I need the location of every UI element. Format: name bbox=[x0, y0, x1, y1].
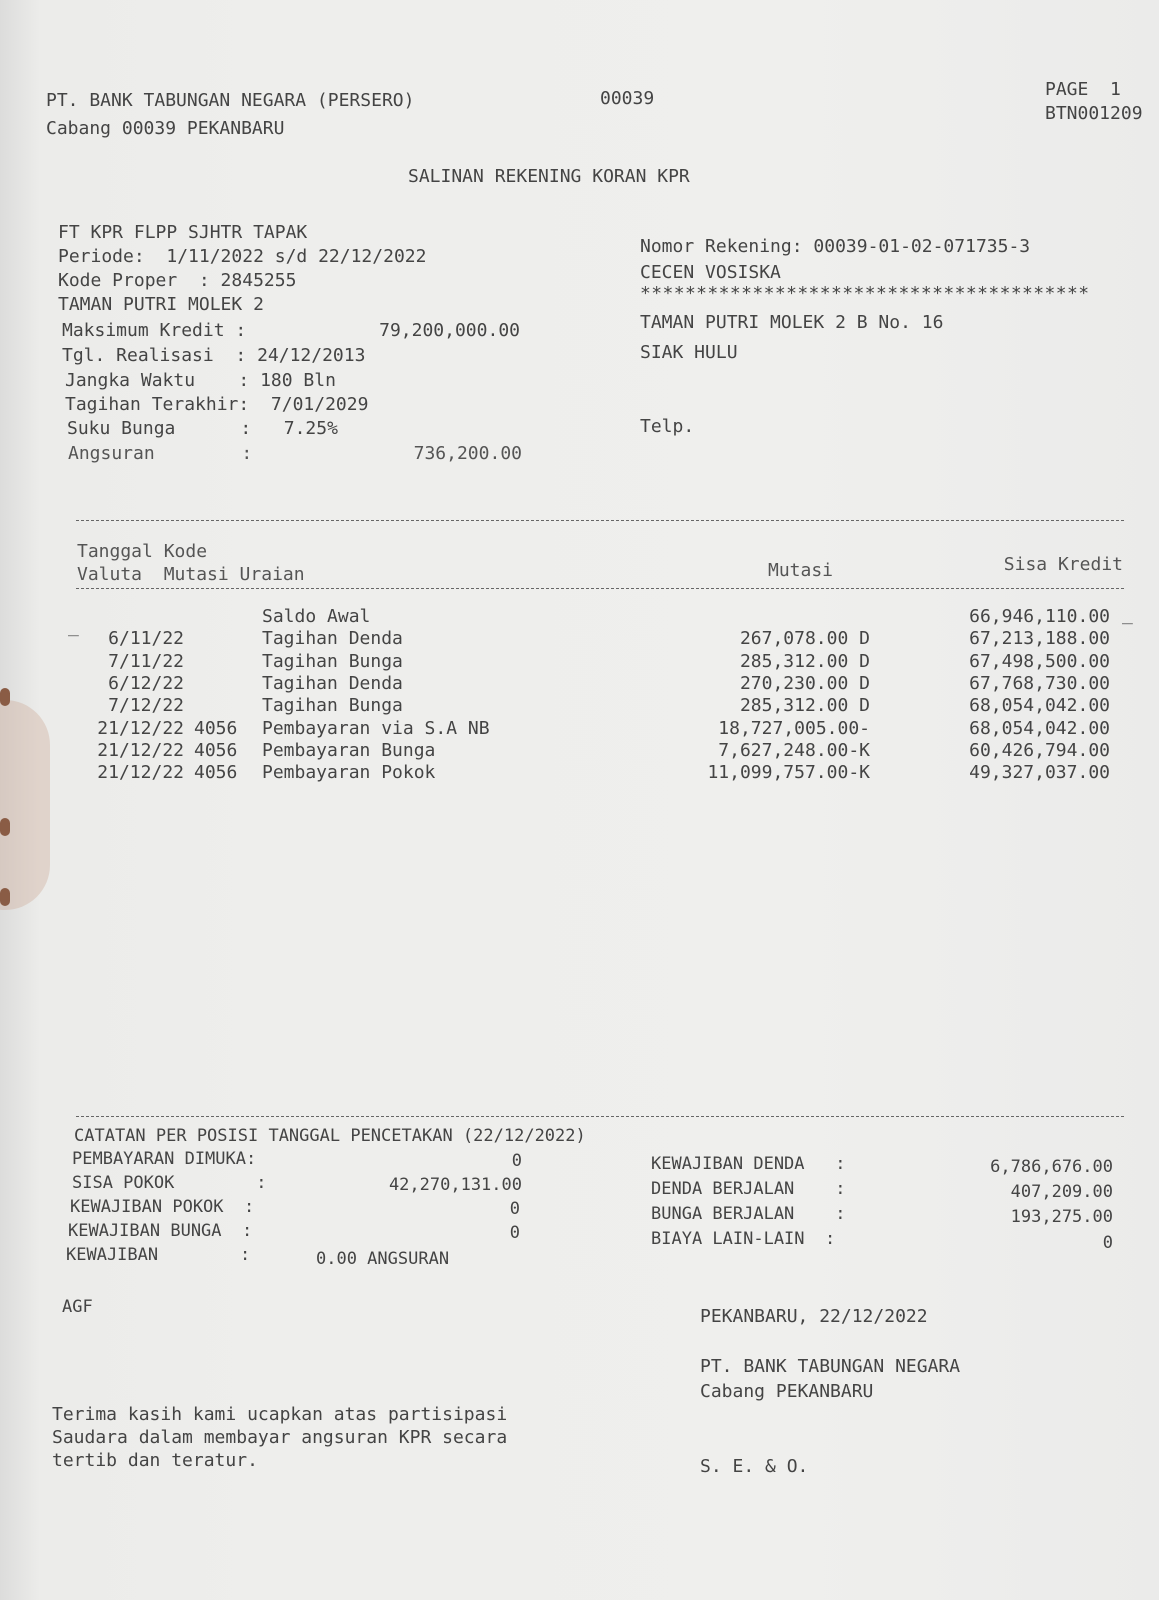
divider bbox=[76, 520, 1124, 521]
cell-sisa-kredit: 60,426,794.00 bbox=[969, 739, 1110, 761]
note-left-label: KEWAJIBAN BUNGA : bbox=[68, 1221, 253, 1241]
masked-stars: **************************************** bbox=[640, 283, 1090, 304]
cell-mutasi: 285,312.00 D bbox=[739, 695, 870, 717]
kewajiban-label: KEWAJIBAN : bbox=[66, 1245, 251, 1265]
divider bbox=[76, 588, 1124, 589]
cell-mutasi: 11,099,757.00-K bbox=[707, 762, 870, 784]
note-left-value: 42,270,131.00 bbox=[388, 1175, 522, 1195]
cell-date: 7/12/22 bbox=[108, 695, 184, 717]
marker-dash: _ bbox=[68, 616, 79, 637]
note-right-label: DENDA BERJALAN : bbox=[651, 1179, 846, 1199]
note-left-label: PEMBAYARAN DIMUKA: bbox=[72, 1149, 257, 1169]
table-row bbox=[0, 695, 1159, 717]
note-right-label: BUNGA BERJALAN : bbox=[651, 1204, 846, 1224]
page-number: PAGE 1 bbox=[1045, 79, 1121, 100]
table-row bbox=[0, 606, 1159, 628]
divider bbox=[76, 1116, 1124, 1117]
notes-title: CATATAN PER POSISI TANGGAL PENCETAKAN (22/12/2022) bbox=[74, 1126, 586, 1146]
note-left-value: 0 bbox=[509, 1223, 520, 1243]
cell-date: 21/12/22 bbox=[97, 717, 184, 739]
footer-bank-name: PT. BANK TABUNGAN NEGARA bbox=[700, 1356, 961, 1377]
cell-mutasi: 267,078.00 D bbox=[739, 628, 870, 650]
product-name: FT KPR FLPP SJHTR TAPAK bbox=[58, 222, 308, 243]
cell-date: 21/12/22 bbox=[97, 762, 184, 784]
thanks-line-1: Terima kasih kami ucapkan atas partisipasi bbox=[52, 1404, 508, 1425]
tgl-realisasi: Tgl. Realisasi : 24/12/2013 bbox=[62, 345, 366, 366]
periode: Periode: 1/11/2022 s/d 22/12/2022 bbox=[58, 246, 427, 267]
cell-sisa-kredit: 67,498,500.00 bbox=[969, 650, 1110, 672]
cell-mutasi: 18,727,005.00- bbox=[718, 717, 870, 739]
cell-sisa-kredit: 67,768,730.00 bbox=[969, 672, 1110, 694]
cell-sisa-kredit: 68,054,042.00 bbox=[969, 695, 1110, 717]
punch-mark bbox=[0, 818, 10, 836]
cell-sisa-kredit: 67,213,188.00 bbox=[969, 628, 1110, 650]
kode-proper: Kode Proper : 2845255 bbox=[58, 270, 297, 291]
cell-date: 21/12/22 bbox=[97, 739, 184, 761]
address-line-2: SIAK HULU bbox=[640, 342, 738, 363]
footer-branch: Cabang PEKANBARU bbox=[700, 1381, 874, 1402]
maks-kredit-value: 79,200,000.00 bbox=[379, 320, 520, 341]
cell-mutasi: 285,312.00 D bbox=[739, 650, 870, 672]
table-head-line-2: Valuta Mutasi Uraian bbox=[77, 564, 305, 585]
table-row bbox=[0, 673, 1159, 695]
cell-uraian: Tagihan Denda bbox=[262, 628, 403, 650]
col-sisa-header: Sisa Kredit bbox=[1003, 554, 1123, 575]
branch-line: Cabang 00039 PEKANBARU bbox=[46, 118, 285, 139]
table-row bbox=[0, 762, 1159, 784]
note-right-label: KEWAJIBAN DENDA : bbox=[651, 1154, 846, 1174]
bank-name: PT. BANK TABUNGAN NEGARA (PERSERO) bbox=[46, 90, 415, 111]
cell-date: 7/11/22 bbox=[108, 650, 184, 672]
table-head-line-1: Tanggal Kode bbox=[77, 541, 208, 562]
note-right-value: 193,275.00 bbox=[1010, 1207, 1113, 1227]
cell-uraian: Tagihan Bunga bbox=[262, 695, 403, 717]
nomor-rekening: Nomor Rekening: 00039-01-02-071735-3 bbox=[640, 236, 1031, 257]
angsuran-value: 736,200.00 bbox=[413, 443, 522, 464]
cell-uraian: Pembayaran via S.A NB bbox=[262, 717, 490, 739]
telp-label: Telp. bbox=[640, 416, 695, 437]
table-row bbox=[0, 740, 1159, 762]
table-row bbox=[0, 718, 1159, 740]
table-row bbox=[0, 628, 1159, 650]
customer-name: CECEN VOSISKA bbox=[640, 262, 781, 283]
maks-kredit-label: Maksimum Kredit : bbox=[62, 320, 247, 341]
cell-mutasi: 270,230.00 D bbox=[739, 672, 870, 694]
jangka-waktu: Jangka Waktu : 180 Bln bbox=[65, 370, 336, 391]
note-left-value: 0 bbox=[509, 1199, 520, 1219]
cell-kode: 4056 bbox=[194, 717, 238, 739]
cell-sisa-kredit: 68,054,042.00 bbox=[969, 717, 1110, 739]
note-right-label: BIAYA LAIN-LAIN : bbox=[651, 1229, 836, 1249]
project-name: TAMAN PUTRI MOLEK 2 bbox=[58, 294, 264, 315]
cell-uraian: Tagihan Bunga bbox=[262, 650, 403, 672]
cell-sisa-kredit: 49,327,037.00 bbox=[969, 762, 1110, 784]
note-right-value: 6,786,676.00 bbox=[990, 1157, 1113, 1177]
doc-code: BTN001209 bbox=[1045, 103, 1143, 124]
cell-kode: 4056 bbox=[194, 739, 238, 761]
note-left-label: SISA POKOK : bbox=[72, 1173, 267, 1193]
col-mutasi-header: Mutasi bbox=[768, 560, 834, 581]
cell-uraian: Pembayaran Pokok bbox=[262, 762, 436, 784]
kewajiban-value: 0.00 ANGSURAN bbox=[316, 1249, 450, 1269]
table-row bbox=[0, 651, 1159, 673]
operator-code: AGF bbox=[62, 1297, 93, 1317]
place-date: PEKANBARU, 22/12/2022 bbox=[700, 1306, 928, 1327]
address-line-1: TAMAN PUTRI MOLEK 2 B No. 16 bbox=[640, 312, 944, 333]
seo-mark: S. E. & O. bbox=[700, 1456, 809, 1477]
cell-kode: 4056 bbox=[194, 762, 238, 784]
cell-uraian: Saldo Awal bbox=[262, 606, 371, 627]
note-left-label: KEWAJIBAN POKOK : bbox=[70, 1197, 255, 1217]
angsuran-label: Angsuran : bbox=[68, 443, 253, 464]
statement-title: SALINAN REKENING KORAN KPR bbox=[408, 166, 690, 187]
cell-sisa-kredit: 66,946,110.00 bbox=[969, 606, 1110, 627]
marker-dash: _ bbox=[1122, 604, 1133, 625]
cell-date: 6/11/22 bbox=[108, 628, 184, 650]
note-left-value: 0 bbox=[511, 1151, 522, 1171]
cell-date: 6/12/22 bbox=[108, 672, 184, 694]
thanks-line-3: tertib dan teratur. bbox=[52, 1450, 258, 1471]
tagihan-terakhir: Tagihan Terakhir: 7/01/2029 bbox=[65, 394, 369, 415]
cell-mutasi: 7,627,248.00-K bbox=[718, 739, 870, 761]
thanks-line-2: Saudara dalam membayar angsuran KPR secara bbox=[52, 1427, 508, 1448]
suku-bunga: Suku Bunga : 7.25% bbox=[67, 418, 338, 439]
branch-code: 00039 bbox=[600, 88, 655, 109]
cell-uraian: Pembayaran Bunga bbox=[262, 739, 436, 761]
cell-uraian: Tagihan Denda bbox=[262, 672, 403, 694]
punch-mark bbox=[0, 888, 10, 906]
note-right-value: 407,209.00 bbox=[1010, 1182, 1113, 1202]
note-right-value: 0 bbox=[1102, 1233, 1113, 1253]
